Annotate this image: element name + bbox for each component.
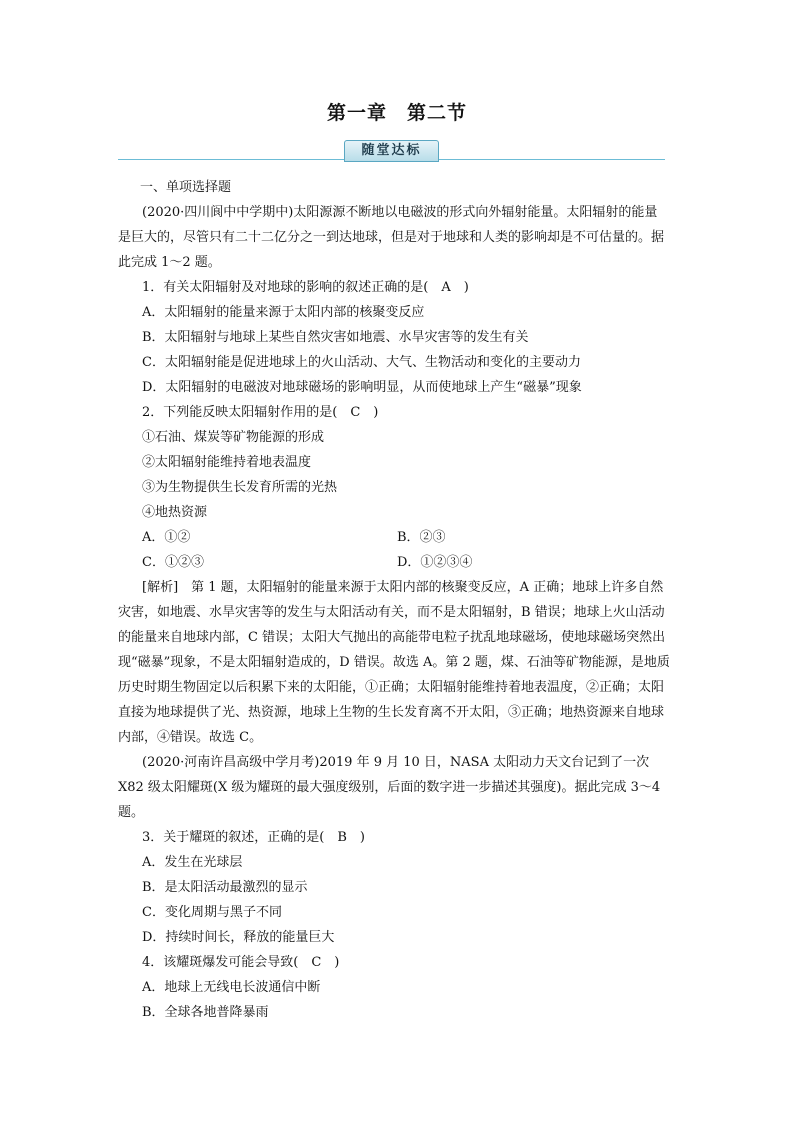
analysis-text: [解析] 第 1 题，太阳辐射的能量来源于太阳内部的核聚变反应，A 正确；地球上许多自然灾害，如地震、水旱灾害等的发生与太阳活动有关，而不是太阳辐射，B 错误；地球上火山活动的能量来自地球内部，C 错误；太阳大气抛出的高能带电粒子扰乱地球磁场，使地球磁场突然出现“磁暴”现象，不是太阳辐射造成的，D 错误。故选 A。第 2 题，煤、石油等矿物能源，是地质历史时期生物固定以后积累下来的太阳能，①正确；太阳辐射能维持着地表温度，②正确；太阳直接为地球提供了光、热资源，地球上生物的生长发育离不开太阳，③正确；地热资源来自地球内部，④错误。故选 C。 bbox=[118, 580, 670, 745]
question-4-option-a: A．地球上无线电长波通信中断 bbox=[142, 980, 321, 995]
question-1-option-a: A．太阳辐射的能量来源于太阳内部的核聚变反应 bbox=[142, 305, 425, 320]
question-2-option-d: D．①②③④ bbox=[397, 555, 473, 570]
question-4-stem: 4．该耀斑爆发可能会导致( C ) bbox=[142, 955, 340, 970]
question-2-option-c: C．①②③ bbox=[142, 555, 204, 570]
question-2-item-2: ②太阳辐射能维持着地表温度 bbox=[142, 455, 312, 470]
question-2-item-4: ④地热资源 bbox=[142, 505, 208, 520]
question-2-item-1: ①石油、煤炭等矿物能源的形成 bbox=[142, 430, 325, 445]
content-body bbox=[118, 175, 670, 1025]
question-2-options-row-2 bbox=[118, 550, 670, 575]
page-title: 第一章 第二节 bbox=[326, 102, 467, 124]
question-2-option-b: B．②③ bbox=[397, 530, 446, 545]
question-3-option-d: D．持续时间长，释放的能量巨大 bbox=[142, 930, 335, 945]
passage-intro-2: (2020·河南许昌高级中学月考)2019 年 9 月 10 日，NASA 太阳动力天文台记到了一次 X82 级太阳耀斑(X 级为耀斑的最大强度级别，后面的数字进一步描述其强度)。据此完成 3～4 题。 bbox=[118, 755, 661, 820]
section-heading: 一、单项选择题 bbox=[140, 180, 232, 195]
question-1-stem: 1．有关太阳辐射及对地球的影响的叙述正确的是( A ) bbox=[142, 280, 469, 295]
question-1-option-b: B．太阳辐射与地球上某些自然灾害如地震、水旱灾害等的发生有关 bbox=[142, 330, 529, 345]
question-2-option-a: A．①② bbox=[142, 530, 191, 545]
question-1-option-d: D．太阳辐射的电磁波对地球磁场的影响明显，从而使地球上产生“磁暴”现象 bbox=[142, 380, 582, 395]
question-3-option-b: B．是太阳活动最激烈的显示 bbox=[142, 880, 308, 895]
question-2-options-row-1 bbox=[118, 525, 670, 550]
question-2-stem: 2．下列能反映太阳辐射作用的是( C ) bbox=[142, 405, 379, 420]
question-3-option-c: C．变化周期与黑子不同 bbox=[142, 905, 282, 920]
question-3-stem: 3．关于耀斑的叙述，正确的是( B ) bbox=[142, 830, 365, 845]
question-4-option-b: B．全球各地普降暴雨 bbox=[142, 1005, 269, 1020]
passage-intro-1: (2020·四川阆中中学期中)太阳源源不断地以电磁波的形式向外辐射能量。太阳辐射的能量是巨大的，尽管只有二十二亿分之一到达地球，但是对于地球和人类的影响却是不可估量的。据此完成 1～2 题。 bbox=[118, 205, 665, 270]
section-badge: 随堂达标 bbox=[344, 140, 439, 162]
question-1-option-c: C．太阳辐射能是促进地球上的火山活动、大气、生物活动和变化的主要动力 bbox=[142, 355, 581, 370]
question-2-item-3: ③为生物提供生长发育所需的光热 bbox=[142, 480, 338, 495]
question-3-option-a: A．发生在光球层 bbox=[142, 855, 243, 870]
